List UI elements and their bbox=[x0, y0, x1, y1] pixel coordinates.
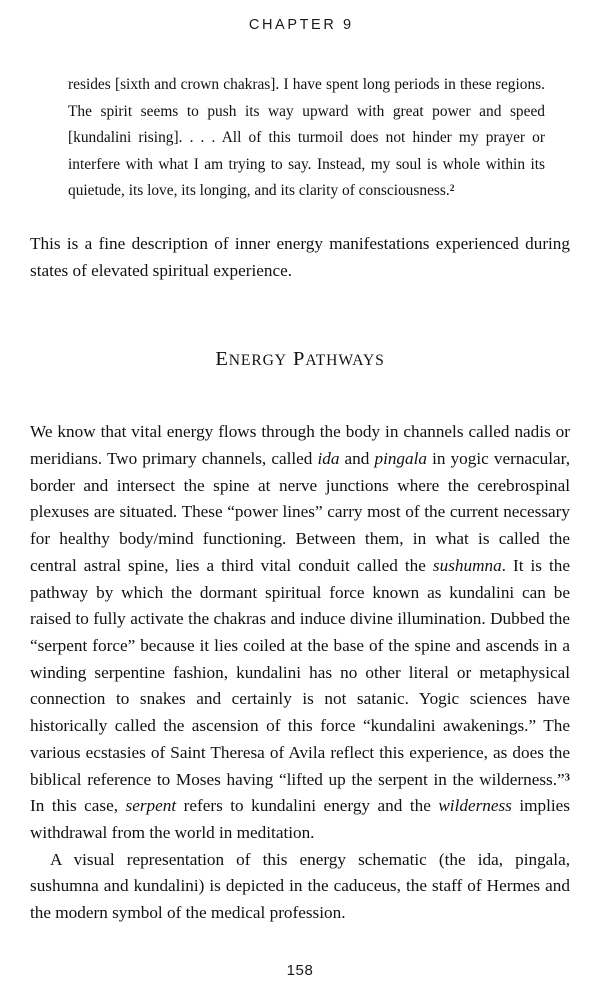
section-heading-energy-pathways bbox=[30, 347, 570, 373]
block-quotation bbox=[30, 72, 570, 205]
block-quotation-paragraph bbox=[68, 72, 545, 205]
final-body-paragraph: A visual representation of this energy schematic (the ida, pingala, sushumna and kundalini) is depicted in the caduceus, the staff of Hermes and the modern symbol of the medical profession. bbox=[30, 849, 570, 923]
main-text-segment-6: refers to kundalini energy and the bbox=[176, 796, 439, 816]
footnote-marker-2: 2 bbox=[449, 183, 455, 195]
heading-word1-rest: NERGY bbox=[228, 352, 287, 370]
main-text-segment-1: We know that vital energy flows through the body in channels called nadis or meridians. Two primary channels, called bbox=[30, 422, 570, 469]
italic-term-ida: ida bbox=[317, 449, 340, 469]
page-number: 158 bbox=[286, 962, 314, 979]
italic-term-pingala: pingala bbox=[374, 449, 427, 469]
heading-word1-initial: E bbox=[215, 348, 229, 371]
italic-term-sushumna: sushumna bbox=[432, 555, 502, 575]
main-body-paragraph bbox=[30, 419, 570, 846]
italic-term-serpent: serpent bbox=[125, 796, 177, 816]
heading-word2-initial: P bbox=[293, 348, 306, 371]
page-content-column bbox=[30, 72, 570, 927]
footnote-marker-3: 3 bbox=[564, 772, 570, 784]
block-quotation-text: resides [sixth and crown chakras]. I have spent long periods in these regions. The spirit seems to push its way upward with great power and speed [kundalini rising]. . . . All of this turmoil does not hinder my prayer or interfere with what I am trying to say. Instead, my soul is whole within its quietude, its love, its longing, and its clarity of consciousness. bbox=[68, 76, 545, 200]
main-text-segment-7: implies withdrawal from the world in meditation. bbox=[30, 796, 570, 842]
heading-space-above bbox=[30, 284, 570, 347]
heading-space-below bbox=[30, 373, 570, 419]
paragraph-after-quotation: This is a fine description of inner energy manifestations experienced during states of elevated spiritual experience. bbox=[30, 233, 570, 280]
main-text-segment-4: . It is the pathway by which the dormant spiritual force known as kundalini can be raised to fully activate the chakras and induce divine illumination. Dubbed the “serpent force” because it lies coiled at the base of the spine and ascends in a winding serpentine fashion, kundalini has no other literal or metaphysical connection to snakes and certainly is not satanic. Yogic sciences have historically called the ascension of this force “kundalini awakenings.” The various ecstasies of Saint Theresa of Avila reflect this experience, as does the biblical reference to Moses having “lifted up the serpent in the wilderness.” bbox=[30, 555, 571, 789]
running-head-chapter: CHAPTER 9 bbox=[248, 17, 354, 33]
heading-word2-rest: ATHWAYS bbox=[305, 352, 385, 370]
italic-term-wilderness: wilderness bbox=[438, 796, 512, 816]
main-text-segment-2: and bbox=[339, 449, 375, 469]
main-text-segment-3: in yogic vernacular, border and intersect the spine at nerve junctions where the cerebrospinal plexuses are situated. These “power lines” carry most of the current necessary for healthy body/mind functioning. Between them, in what is called the central astral spine, lies a third vital conduit called the bbox=[30, 449, 570, 575]
main-text-segment-5: In this case, bbox=[30, 796, 126, 816]
